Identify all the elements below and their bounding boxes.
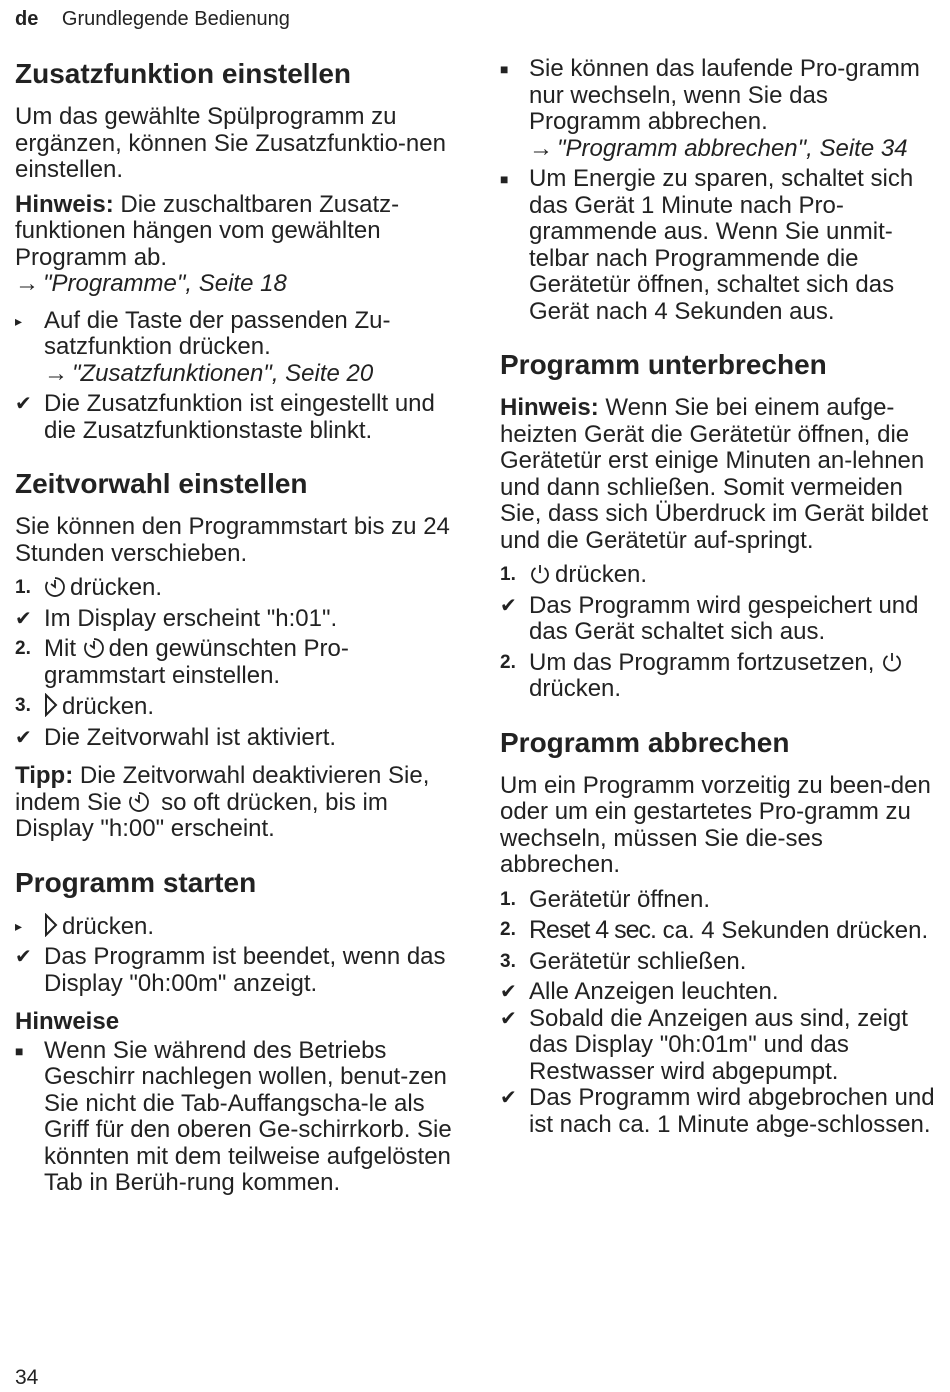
square-bullet-icon: ■ xyxy=(500,61,509,77)
step-number: 1. xyxy=(500,564,516,585)
step-item xyxy=(15,636,455,689)
step-text: drücken. xyxy=(70,574,163,601)
right-column xyxy=(500,56,935,1160)
step-item xyxy=(500,562,935,589)
cross-reference xyxy=(44,360,373,387)
arrow-right-icon: → xyxy=(44,359,68,387)
start-icon xyxy=(44,693,58,717)
note-text: Sie können das laufende Pro-gramm nur wechseln, wenn Sie das Programm abbrechen. xyxy=(529,55,920,135)
step-item xyxy=(15,575,455,602)
result-item xyxy=(500,1006,935,1086)
notes-title: Hinweise xyxy=(15,1008,120,1035)
power-icon xyxy=(881,651,903,673)
step-text: Mit xyxy=(44,635,76,662)
note-paragraph xyxy=(15,192,455,272)
timer-icon xyxy=(44,576,66,598)
result-text: Das Programm wird abgebrochen und ist nach ca. 1 Minute abge-schlossen. xyxy=(529,1084,935,1138)
section-heading: Programm starten xyxy=(15,866,257,898)
step-number: 2. xyxy=(15,638,31,659)
result-item xyxy=(15,606,455,633)
square-bullet-icon: ■ xyxy=(15,1042,24,1059)
tip-label: Tipp: xyxy=(15,762,74,789)
triangle-bullet-icon: ▸ xyxy=(15,917,23,934)
step-text: Gerätetür öffnen. xyxy=(529,885,711,913)
step-text: drücken. xyxy=(62,693,155,720)
section-heading: Programm abbrechen xyxy=(500,726,790,758)
note-item xyxy=(500,56,935,162)
check-icon: ✔ xyxy=(500,1007,517,1030)
section-zeitvorwahl xyxy=(15,466,455,843)
check-icon: ✔ xyxy=(15,607,32,630)
step-number: 1. xyxy=(500,888,516,910)
result-text: Im Display erscheint "h:01". xyxy=(44,604,338,632)
reference-link[interactable]: "Zusatzfunktionen", Seite 20 xyxy=(72,359,374,387)
result-text: Die Zusatzfunktion ist eingestellt und die Zusatzfunktionstaste blinkt. xyxy=(44,390,435,444)
action-step xyxy=(15,913,455,941)
timer-icon xyxy=(128,791,150,813)
cross-reference xyxy=(529,135,908,162)
note-text: Wenn Sie bei einem aufge-heizten Gerät die Gerätetür öffnen, die Gerätetür erst einige Minuten an-lehnen und dann schließen. Somit vermeiden Sie, dass sich Überdruck im Gerät bildet und die Gerätetür auf-springt. xyxy=(500,394,929,554)
step-item xyxy=(500,949,935,976)
triangle-bullet-icon: ▸ xyxy=(15,312,23,329)
result-item xyxy=(15,391,455,444)
check-icon: ✔ xyxy=(500,981,517,1003)
reset-key-label: Reset 4 sec. xyxy=(529,916,656,944)
step-text: ca. 4 Sekunden drücken. xyxy=(662,917,929,944)
step-text: drücken. xyxy=(555,561,648,588)
note-label: Hinweis: xyxy=(500,394,599,421)
reference-link[interactable]: "Programme", Seite 18 xyxy=(43,270,287,297)
section-heading: Zeitvorwahl einstellen xyxy=(15,468,308,499)
step-number: 3. xyxy=(15,695,31,716)
section-zusatzfunktion xyxy=(15,56,455,444)
start-icon xyxy=(44,913,58,937)
language-code: de xyxy=(15,8,39,30)
result-text: Die Zeitvorwahl ist aktiviert. xyxy=(44,723,337,751)
tip-paragraph xyxy=(15,763,455,843)
step-text: Um das Programm fortzusetzen, xyxy=(529,648,875,676)
step-text: Auf die Taste der passenden Zu-satzfunktion drücken. xyxy=(44,306,391,360)
step-item xyxy=(500,917,935,945)
note-paragraph xyxy=(500,395,935,554)
notes-continued xyxy=(500,56,935,325)
check-icon: ✔ xyxy=(500,1087,517,1109)
step-number: 3. xyxy=(500,950,516,972)
page-number: 34 xyxy=(15,1366,39,1389)
section-programm-starten xyxy=(15,865,455,1197)
section-heading: Programm unterbrechen xyxy=(500,349,827,380)
note-item xyxy=(15,1038,455,1197)
power-icon xyxy=(529,563,551,585)
check-icon: ✔ xyxy=(15,393,32,415)
note-item xyxy=(500,166,935,325)
tip-text: so oft drücken, bis im Display "h:00" erscheint. xyxy=(15,788,388,842)
step-text: drücken. xyxy=(62,912,155,940)
action-step xyxy=(15,308,455,388)
result-text: Sobald die Anzeigen aus sind, zeigt das Display "0h:01m" und das Restwasser wird abgepumpt. xyxy=(529,1004,908,1085)
left-column xyxy=(15,56,455,1219)
note-text: Die zuschaltbaren Zusatz-funktionen hängen vom gewählten Programm ab. xyxy=(15,190,400,271)
result-item xyxy=(500,1085,935,1138)
tip-text: Die Zeitvorwahl deaktivieren Sie, indem Sie xyxy=(15,762,430,816)
step-item xyxy=(500,887,935,914)
check-icon: ✔ xyxy=(500,594,517,617)
section-programm-unterbrechen xyxy=(500,347,935,703)
arrow-right-icon: → xyxy=(15,270,39,297)
reference-link[interactable]: "Programm abbrechen", Seite 34 xyxy=(557,134,908,162)
section-programm-abbrechen xyxy=(500,725,935,1139)
result-text: Das Programm wird gespeichert und das Gerät schaltet sich aus. xyxy=(529,591,919,645)
arrow-right-icon: → xyxy=(529,134,553,162)
result-item xyxy=(500,979,935,1006)
intro-text: Um das gewählte Spülprogramm zu ergänzen, können Sie Zusatzfunktio-nen einstellen. xyxy=(15,103,446,183)
note-text: Um Energie zu sparen, schaltet sich das Gerät 1 Minute nach Pro-grammende aus. Wenn Sie unmit-telbar nach Programmende die Gerätetür öffnen, schaltet sich das Gerät nach 4 Sekunden aus. xyxy=(529,165,914,325)
check-icon: ✔ xyxy=(15,726,32,749)
cross-reference xyxy=(15,271,455,298)
step-number: 1. xyxy=(15,577,31,598)
step-number: 2. xyxy=(500,651,516,673)
section-heading: Zusatzfunktion einstellen xyxy=(15,58,352,89)
result-text: Das Programm ist beendet, wenn das Display "0h:00m" anzeigt. xyxy=(44,943,446,997)
check-icon: ✔ xyxy=(15,946,32,968)
intro-text: Sie können den Programmstart bis zu 24 Stunden verschieben. xyxy=(15,513,450,567)
step-item xyxy=(500,650,935,703)
page-header xyxy=(15,8,290,31)
result-item xyxy=(15,944,455,997)
header-title: Grundlegende Bedienung xyxy=(61,8,290,30)
result-item xyxy=(15,725,455,752)
square-bullet-icon: ■ xyxy=(500,171,509,187)
timer-icon xyxy=(83,637,105,659)
note-label: Hinweis: xyxy=(15,190,114,218)
step-item xyxy=(15,693,455,721)
result-item xyxy=(500,593,935,646)
note-text: Wenn Sie während des Betriebs Geschirr nachlegen wollen, benut-zen Sie nicht die Tab-Auffangscha-le als Griff für den oberen Ge-schirrkorb. Sie könnten mit dem teilweise aufgelösten Tab in Berüh-rung kommen. xyxy=(44,1036,452,1196)
intro-text: Um ein Programm vorzeitig zu been-den oder um ein gestartetes Pro-gramm zu wechseln, müssen Sie die-ses abbrechen. xyxy=(500,771,931,878)
step-text: den gewünschten Pro-grammstart einstellen. xyxy=(44,635,349,689)
step-number: 2. xyxy=(500,919,516,940)
step-text: drücken. xyxy=(529,675,622,702)
result-text: Alle Anzeigen leuchten. xyxy=(529,978,779,1005)
step-text: Gerätetür schließen. xyxy=(529,947,747,975)
